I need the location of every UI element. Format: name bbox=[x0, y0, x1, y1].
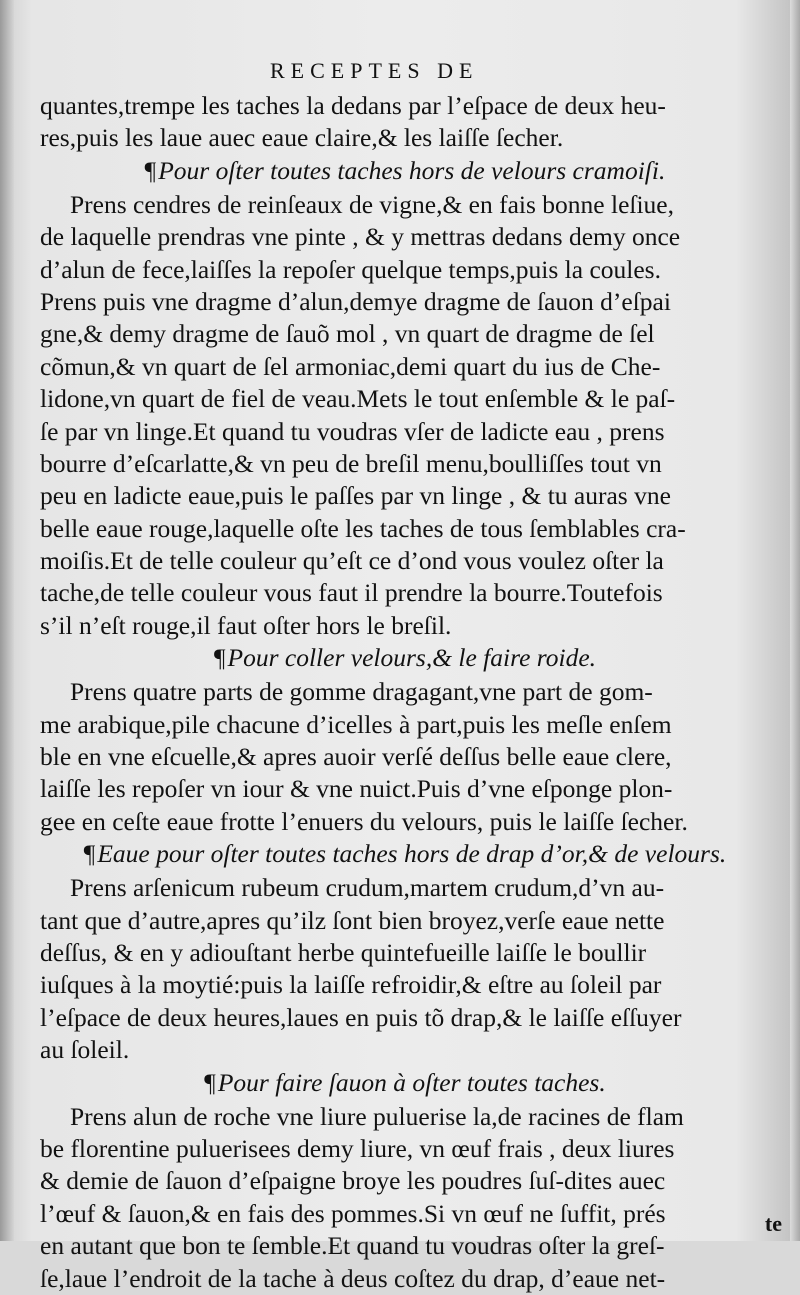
text-line: quantes,trempe les taches la dedans par l’eſpace de deux heu- bbox=[40, 91, 666, 120]
section-heading bbox=[40, 838, 770, 872]
pilcrow-icon: ¶ bbox=[144, 155, 157, 185]
text-line: res,puis les laue auec eaue claire,& les laiſſe ſecher. bbox=[40, 123, 564, 153]
text-line: be florentine puluerisees demy liure, vn œuf frais , deux liures bbox=[40, 1133, 675, 1163]
section-heading-text: Pour oſter toutes taches hors de velours cramoiſi. bbox=[158, 155, 666, 185]
section-heading-text: Eaue pour oſter toutes taches hors de drap d’or,& de velours. bbox=[97, 839, 727, 869]
page-gutter-shadow bbox=[0, 0, 14, 1241]
text-line: tache,de telle couleur vous faut il prendre la bourre.Toutefois bbox=[40, 578, 663, 608]
text-line: l’œuf & ſauon,& en fais des pommes.Si vn œuf ne ſuffit, prés bbox=[40, 1198, 666, 1228]
text-line: moiſis.Et de telle couleur qu’eſt ce d’ond vous voulez oſter la bbox=[40, 546, 664, 576]
text-line: Prens cendres de reinſeaux de vigne,& en fais bonne leſiue, bbox=[70, 189, 674, 219]
text-line: me arabique,pile chacune d’icelles à part,puis les meſle enſem bbox=[40, 709, 672, 739]
text-line: Prens puis vne dragme d’alun,demye dragme de ſauon d’eſpai bbox=[40, 286, 671, 316]
text-line: Prens quatre parts de gomme dragagant,vne part de gom- bbox=[70, 677, 653, 707]
text-line: au ſoleil. bbox=[40, 1035, 130, 1065]
text-line: peu en ladicte eaue,puis le paſſes par vn linge , & tu auras vne bbox=[40, 481, 671, 511]
text-line: ſe par vn linge.Et quand tu voudras vſer de ladicte eau , prens bbox=[40, 416, 665, 446]
text-line: de laquelle prendras vne pinte , & y mettras dedans demy once bbox=[40, 222, 681, 252]
text-line: gne,& demy dragme de ſauõ mol , vn quart de dragme de ſel bbox=[40, 319, 655, 349]
text-line: laiſſe les repoſer vn iour & vne nuict.Puis d’vne eſponge plon- bbox=[40, 774, 673, 804]
section-heading bbox=[40, 1067, 770, 1101]
section-heading bbox=[40, 642, 770, 676]
text-line: d’alun de fece,laiſſes la repoſer quelque temps,puis la coules. bbox=[40, 254, 661, 284]
text-line: lidone,vn quart de fiel de veau.Mets le tout enſemble & le paſ- bbox=[40, 384, 676, 414]
text-line: l’eſpace de deux heures,laues en puis tõ drap,& le laiſſe eſſuyer bbox=[40, 1002, 682, 1032]
text-line: ſe,laue l’endroit de la tache à deus coſtez du drap, d’eaue net- bbox=[40, 1263, 666, 1293]
text-line: tant que d’autre,apres qu’ilz ſont bien broyez,verſe eaue nette bbox=[40, 905, 665, 935]
text-line: belle eaue rouge,laquelle oſte les taches de tous ſemblables cra- bbox=[40, 513, 686, 543]
text-line: iuſques à la moytié:puis la laiſſe refroidir,& eſtre au ſoleil par bbox=[40, 970, 662, 1000]
pilcrow-icon: ¶ bbox=[83, 839, 96, 869]
text-line: cõmun,& vn quart de ſel armoniac,demi quart du ius de Che- bbox=[40, 351, 661, 381]
text-line: gee en ceſte eaue frotte l’enuers du velours, puis le laiſſe ſecher. bbox=[40, 806, 688, 836]
page-edge-shadow bbox=[790, 0, 800, 1241]
text-line: ble en vne eſcuelle,& apres auoir verſé deſſus belle eaue clere, bbox=[40, 742, 672, 772]
pilcrow-icon: ¶ bbox=[213, 643, 226, 673]
text-line: bourre d’eſcarlatte,& vn peu de breſil menu,boulliſſes tout vn bbox=[40, 448, 662, 478]
text-line: Prens alun de roche vne liure puluerise la,de racines de flam bbox=[70, 1101, 684, 1131]
text-line: Prens arſenicum rubeum crudum,martem crudum,d’vn au- bbox=[70, 873, 665, 903]
text-line: en autant que bon te ſemble.Et quand tu voudras oſter la greſ- bbox=[40, 1231, 665, 1261]
text-line: deſſus, & en y adiouſtant herbe quintefueille laiſſe le boullir bbox=[40, 937, 647, 967]
page-body-text bbox=[40, 90, 770, 1295]
catchword: te bbox=[764, 1211, 782, 1236]
section-heading bbox=[40, 155, 770, 189]
running-header: RECEPTES DE bbox=[270, 58, 479, 83]
section-heading-text: Pour coller velours,& le faire roide. bbox=[227, 643, 597, 673]
text-line: s’il n’eſt rouge,il faut oſter hors le breſil. bbox=[40, 610, 452, 640]
section-heading-text: Pour faire ſauon à oſter toutes taches. bbox=[217, 1067, 606, 1097]
text-line: & demie de ſauon d’eſpaigne broye les poudres ſuſ-dites auec bbox=[40, 1166, 666, 1196]
pilcrow-icon: ¶ bbox=[204, 1067, 216, 1097]
